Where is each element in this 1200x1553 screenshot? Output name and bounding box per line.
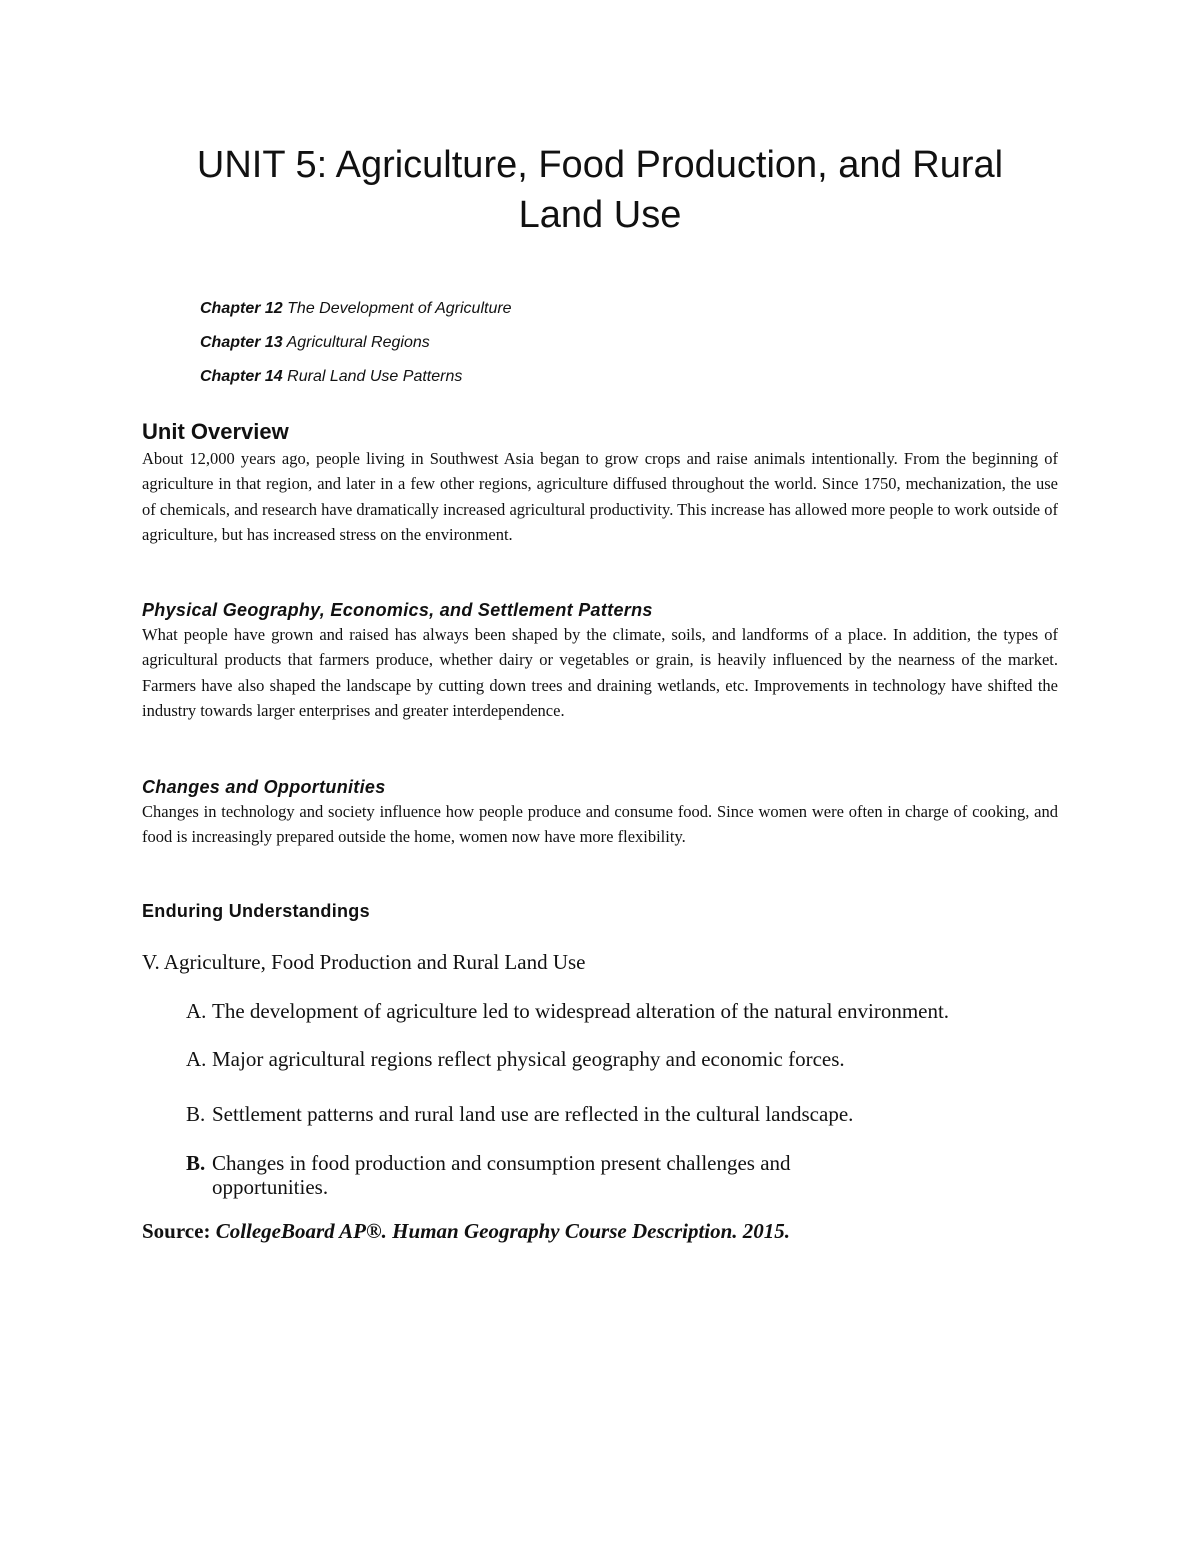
list-item-letter: B. bbox=[186, 1102, 206, 1126]
changes-paragraph: Changes in technology and society influence how people produce and consume food. Since women were often in charge of cooking, and food is increasingly prepared outside the home, women now have more flexibility. bbox=[142, 802, 1058, 847]
chapter-label: Chapter 13 bbox=[200, 334, 283, 351]
overview-paragraph: About 12,000 years ago, people living in Southwest Asia began to grow crops and raise animals intentionally. From the beginning of agriculture in that region, and later in a few other regions, agriculture diffused throughout the world. Since 1750, mechanization, the use of chemicals, and research have dramatically increased agricultural productivity. This increase has allowed more people to work outside of agriculture, but has increased stress on the environment. bbox=[142, 449, 1058, 545]
chapter-name: Agricultural Regions bbox=[286, 334, 430, 351]
title-line-1: UNIT 5: Agriculture, Food Production, and Rural bbox=[196, 144, 1004, 186]
list-item-text: Changes in food production and consumption present challenges and bbox=[212, 1151, 791, 1175]
list-item-text: Major agricultural regions reflect physical geography and economic forces. bbox=[212, 1047, 845, 1071]
enduring-section bbox=[142, 899, 1058, 923]
chapter-item bbox=[200, 296, 512, 330]
enduring-list-item bbox=[186, 999, 1066, 1023]
enduring-main-item: V. Agriculture, Food Production and Rural Land Use bbox=[142, 950, 586, 974]
chapter-label: Chapter 12 bbox=[200, 300, 283, 317]
enduring-list-item bbox=[186, 1102, 1066, 1126]
chapter-label: Chapter 14 bbox=[200, 368, 283, 385]
changes-section bbox=[142, 775, 1058, 850]
title-line-2: Land Use bbox=[518, 194, 682, 236]
chapter-name: Rural Land Use Patterns bbox=[287, 368, 463, 385]
source-citation bbox=[142, 1217, 790, 1245]
chapter-item bbox=[200, 330, 512, 364]
overview-section bbox=[142, 418, 1058, 548]
enduring-list-item bbox=[186, 1047, 1066, 1071]
list-item-text: The development of agriculture led to widespread alteration of the natural environment. bbox=[212, 999, 950, 1023]
list-item-letter: A. bbox=[186, 999, 207, 1023]
physical-section bbox=[142, 598, 1058, 724]
physical-heading: Physical Geography, Economics, and Settlement Patterns bbox=[142, 600, 653, 620]
list-item-letter: A. bbox=[186, 1047, 207, 1071]
overview-heading: Unit Overview bbox=[142, 419, 289, 444]
list-item-text: Settlement patterns and rural land use are reflected in the cultural landscape. bbox=[212, 1102, 854, 1126]
chapter-list bbox=[200, 296, 512, 398]
physical-paragraph: What people have grown and raised has always been shaped by the climate, soils, and landforms of a place. In addition, the types of agricultural products that farmers produce, whether dairy or vegetables or grain, is heavily influenced by the nearness of the market. Farmers have also shaped the landscape by cutting down trees and draining wetlands, etc. Improvements in technology have shifted the industry towards larger enterprises and greater interdependence. bbox=[142, 625, 1058, 721]
chapter-item bbox=[200, 364, 512, 398]
list-item-continuation: opportunities. bbox=[212, 1175, 329, 1199]
chapter-name: The Development of Agriculture bbox=[287, 300, 512, 317]
source-label: Source: bbox=[142, 1219, 211, 1243]
changes-heading: Changes and Opportunities bbox=[142, 777, 386, 797]
list-item-letter: B. bbox=[186, 1151, 206, 1175]
page-title bbox=[100, 140, 1100, 240]
enduring-heading: Enduring Understandings bbox=[142, 901, 370, 921]
enduring-list-item bbox=[186, 1151, 1066, 1199]
source-text: CollegeBoard AP®. Human Geography Course Description. 2015. bbox=[215, 1219, 791, 1243]
